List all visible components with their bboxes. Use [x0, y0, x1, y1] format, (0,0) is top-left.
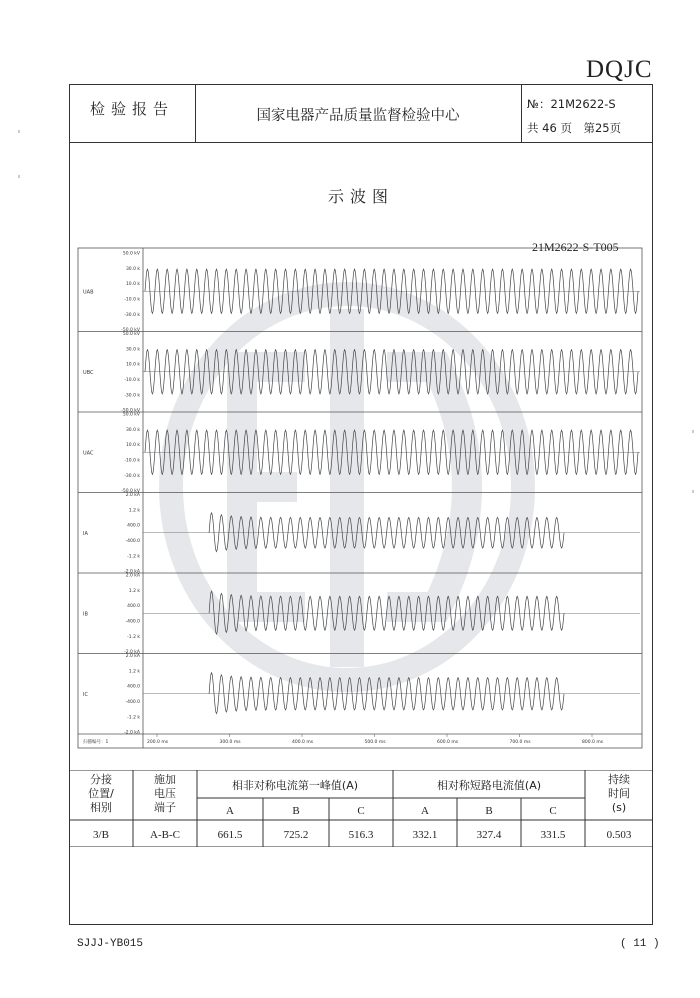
channel-label: IC: [83, 691, 88, 698]
axis-tick-label: 30.0 k: [125, 266, 140, 272]
phase-a-header: A: [421, 805, 429, 817]
axis-tick-label: 30.0 k: [125, 347, 140, 353]
time-axis-tick-label: 500.0 ms: [364, 740, 386, 745]
axis-tick-label: 1.2 k: [128, 508, 140, 514]
axis-tick-label: -2.0 kA: [124, 730, 140, 736]
duration-header-line: (s): [611, 801, 627, 814]
axis-tick-label: 10.0 k: [125, 282, 140, 288]
oscillogram: [77, 247, 643, 749]
channel-label: UAC: [83, 450, 94, 457]
rms-current-a: 332.1: [412, 829, 438, 841]
axis-tick-label: 1.2 k: [128, 588, 140, 594]
phase-c-header: C: [357, 805, 365, 817]
terminal-header-line: 端子: [154, 801, 176, 814]
axis-tick-label: 400.0: [127, 604, 140, 610]
axis-tick-label: 2.0 kA: [125, 493, 140, 499]
axis-tick-label: -50.0 kV: [121, 328, 140, 334]
tap-header-line: 相别: [90, 801, 112, 814]
axis-tick-label: -50.0 kV: [121, 408, 140, 414]
axis-tick-label: 50.0 kV: [122, 251, 140, 257]
report-number: №：21M2622-S: [527, 97, 616, 111]
phase-b-header: B: [485, 805, 493, 817]
tap-header-line: 分接: [90, 773, 112, 786]
axis-tick-label: -2.0 kA: [124, 569, 140, 575]
document-code: DQJC: [586, 56, 653, 83]
rms-current-b: 327.4: [476, 829, 502, 841]
axis-tick-label: -400.0: [125, 619, 140, 625]
peak-current-c: 516.3: [348, 829, 374, 841]
axis-tick-label: 2.0 kA: [125, 654, 140, 660]
rms-current-group-header: 相对称短路电流值(A): [436, 779, 542, 792]
scan-mark: [692, 490, 694, 493]
peak-current-a: 661.5: [217, 829, 243, 841]
duration-value: 0.503: [606, 829, 632, 841]
axis-tick-label: 50.0 kV: [122, 332, 140, 338]
channel-label: IA: [83, 530, 88, 537]
time-axis-tick-label: 700.0 ms: [509, 740, 531, 745]
time-axis-tick-label: 600.0 ms: [437, 740, 459, 745]
form-code: SJJJ-YB015: [77, 938, 144, 950]
axis-tick-label: -400.0: [125, 700, 140, 705]
tap-value: 3/B: [93, 829, 109, 841]
duration-header-line: 时间: [608, 787, 630, 800]
channel-label: UBC: [83, 369, 94, 376]
results-table: [69, 770, 653, 847]
axis-tick-label: 400.0: [127, 684, 140, 690]
channel-label: IB: [83, 611, 88, 618]
terminal-header-line: 电压: [154, 787, 176, 800]
scan-mark: [692, 430, 694, 433]
time-axis-tick-label: 300.0 ms: [219, 740, 241, 745]
axis-tick-label: 10.0 k: [125, 443, 140, 449]
terminal-value: A-B-C: [150, 829, 180, 841]
section-title: 示波图: [327, 187, 394, 206]
rms-current-c: 331.5: [540, 829, 566, 841]
waveform-trace: [145, 430, 638, 474]
scan-mark: [18, 130, 20, 133]
duration-header-line: 持续: [608, 773, 630, 786]
header-divider: [521, 84, 522, 143]
time-axis-tick-label: 200.0 ms: [147, 740, 169, 745]
axis-tick-label: -10.0 k: [124, 458, 140, 464]
phase-a-header: A: [226, 805, 234, 817]
peak-current-group-header: 相非对称电流第一峰值(A): [231, 779, 359, 792]
axis-tick-label: -10.0 k: [124, 297, 140, 303]
axis-tick-label: 10.0 k: [125, 362, 140, 368]
time-axis-tick-label: 400.0 ms: [292, 740, 314, 745]
axis-tick-label: -1.2 k: [127, 554, 140, 560]
axis-tick-label: 1.2 k: [128, 669, 140, 675]
terminal-header-line: 施加: [154, 773, 176, 786]
time-axis-tick-label: 800.0 ms: [582, 740, 604, 745]
page-count: 共 46 页 第25页: [527, 121, 622, 135]
phase-b-header: B: [292, 805, 300, 817]
phase-c-header: C: [549, 805, 557, 817]
axis-tick-label: -30.0 k: [124, 473, 140, 479]
axis-tick-label: 400.0: [127, 523, 140, 529]
tap-header-line: 位置/: [88, 787, 114, 800]
axis-tick-label: -1.2 k: [127, 715, 140, 721]
watermark-logo: [171, 294, 523, 680]
axis-tick-label: -1.2 k: [127, 634, 140, 640]
scan-number-label: 扫描编号：1: [83, 740, 109, 745]
axis-tick-label: -50.0 kV: [121, 489, 140, 495]
page-mark: ( 11 ): [620, 938, 660, 950]
axis-tick-label: -30.0 k: [124, 393, 140, 399]
axis-tick-label: 50.0 kV: [122, 412, 140, 418]
scan-mark: [18, 175, 20, 178]
axis-tick-label: 30.0 k: [125, 427, 140, 433]
report-type: 检验报告: [89, 100, 174, 118]
axis-tick-label: -10.0 k: [124, 378, 140, 383]
issuing-center-name: 国家电器产品质量监督检验中心: [256, 108, 460, 124]
axis-tick-label: -400.0: [125, 539, 140, 544]
peak-current-b: 725.2: [283, 829, 309, 841]
axis-tick-label: 2.0 kA: [125, 573, 140, 579]
oscillogram-record-id: 21M2622-S-T005: [532, 240, 619, 254]
axis-tick-label: -30.0 k: [124, 312, 140, 318]
axis-tick-label: -2.0 kA: [124, 650, 140, 656]
channel-label: UAB: [83, 289, 94, 296]
